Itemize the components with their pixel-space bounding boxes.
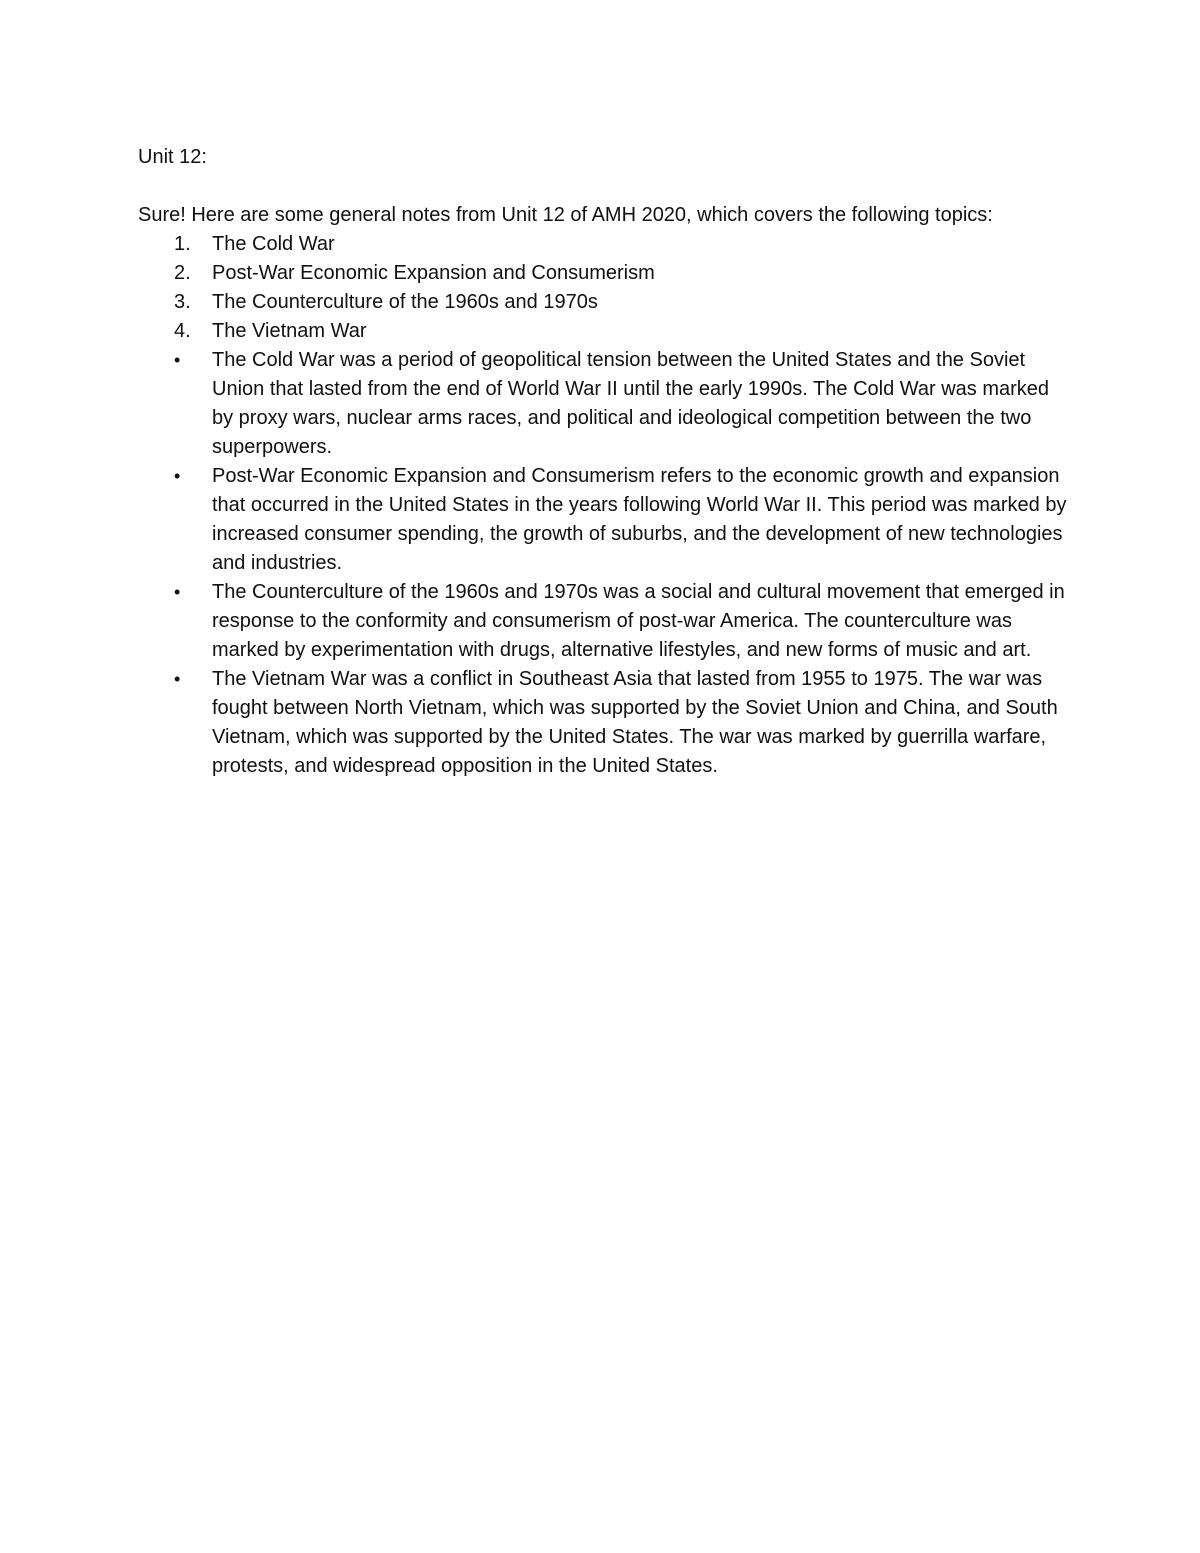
numbered-list-item [138, 259, 1068, 288]
unit-heading: Unit 12: [138, 146, 207, 168]
topics-numbered-list [138, 230, 1068, 346]
bullet-list-item [138, 462, 1068, 578]
bullet-icon: • [174, 466, 181, 486]
bullet-item-text: The Vietnam War was a conflict in Southeast Asia that lasted from 1955 to 1975. The war was fought between North Vietnam, which was supported by the Soviet Union and China, and South Vietnam, which was supported by the United States. The war was marked by guerrilla warfare, protests, and widespread opposition in the United States. [212, 668, 1058, 777]
bullet-icon: • [174, 350, 181, 370]
list-item-text: The Cold War [212, 233, 335, 255]
document-content [138, 143, 1068, 781]
topics-bullet-list [138, 346, 1068, 781]
list-item-text: The Vietnam War [212, 320, 367, 342]
list-number: 2. [174, 262, 191, 284]
list-item-text: Post-War Economic Expansion and Consumerism [212, 262, 655, 284]
bullet-icon: • [174, 669, 181, 689]
list-number: 1. [174, 233, 191, 255]
intro-paragraph: Sure! Here are some general notes from Unit 12 of AMH 2020, which covers the following topics: [138, 204, 993, 226]
bullet-item-text: The Counterculture of the 1960s and 1970s was a social and cultural movement that emerged in response to the conformity and consumerism of post-war America. The counterculture was marked by experimentation with drugs, alternative lifestyles, and new forms of music and art. [212, 581, 1065, 661]
list-number: 3. [174, 291, 191, 313]
numbered-list-item [138, 288, 1068, 317]
numbered-list-item [138, 317, 1068, 346]
list-number: 4. [174, 320, 191, 342]
list-item-text: The Counterculture of the 1960s and 1970s [212, 291, 598, 313]
bullet-item-text: Post-War Economic Expansion and Consumerism refers to the economic growth and expansion that occurred in the United States in the years following World War II. This period was marked by increased consumer spending, the growth of suburbs, and the development of new technologies and industries. [212, 465, 1067, 574]
bullet-list-item [138, 346, 1068, 462]
bullet-list-item [138, 665, 1068, 781]
bullet-list-item [138, 578, 1068, 665]
numbered-list-item [138, 230, 1068, 259]
bullet-item-text: The Cold War was a period of geopolitical tension between the United States and the Soviet Union that lasted from the end of World War II until the early 1990s. The Cold War was marked by proxy wars, nuclear arms races, and political and ideological competition between the two superpowers. [212, 349, 1050, 458]
bullet-icon: • [174, 582, 181, 602]
